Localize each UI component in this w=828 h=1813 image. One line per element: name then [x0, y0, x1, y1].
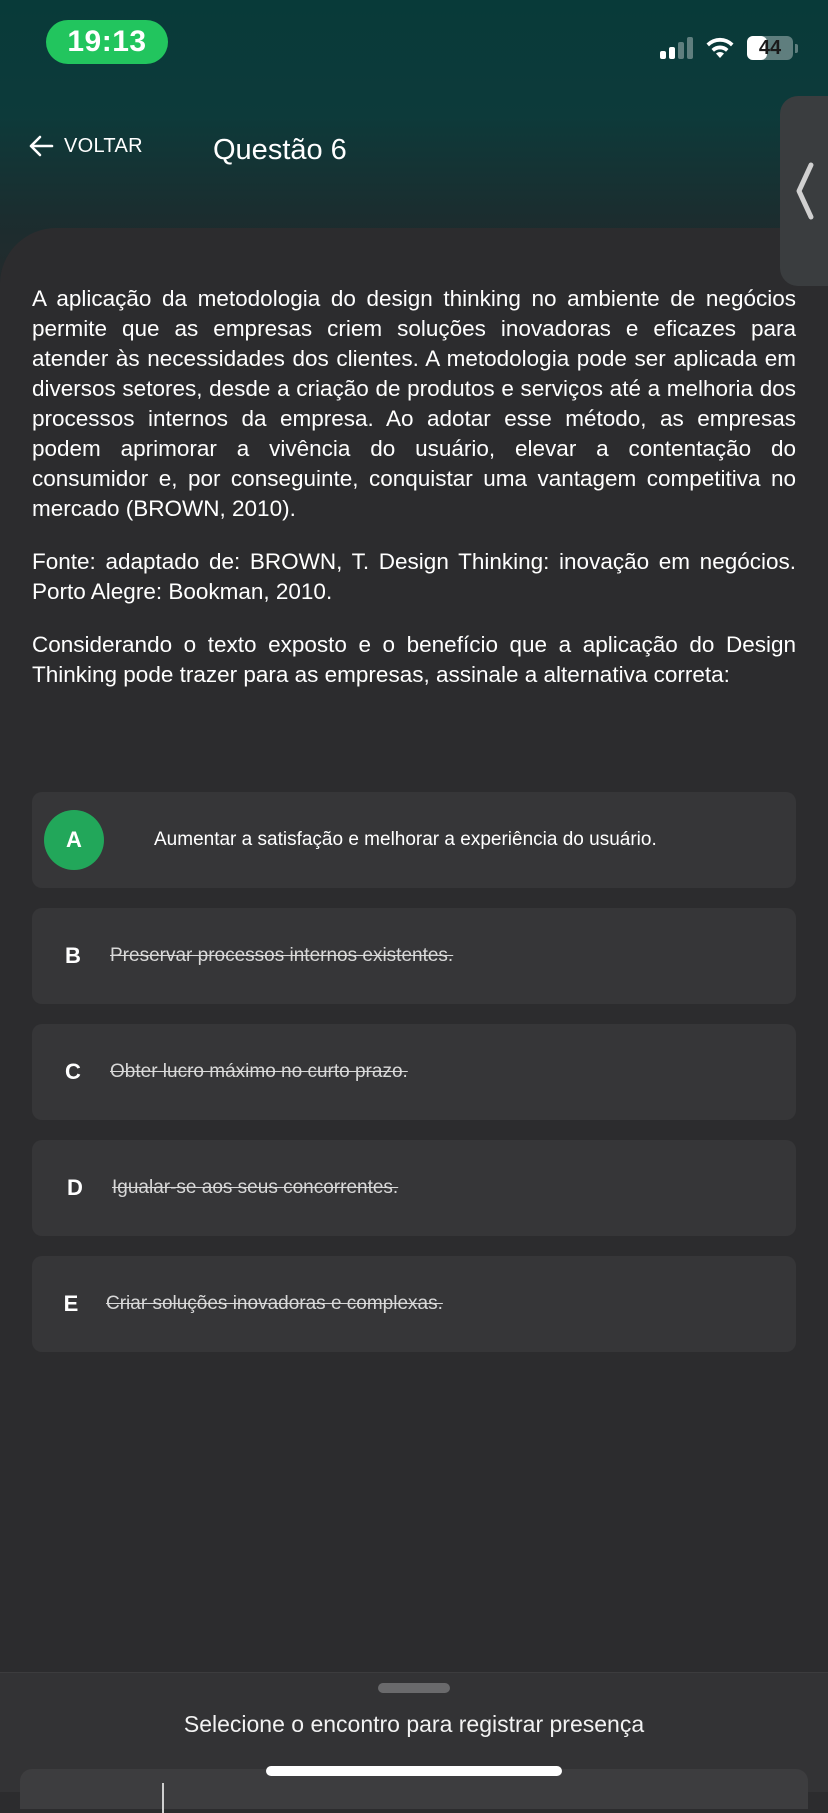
attendance-label: Selecione o encontro para registrar presença	[183, 1711, 645, 1737]
battery-level: 44	[758, 36, 782, 59]
arrow-left-icon	[28, 134, 54, 158]
option-letter: D	[67, 1175, 83, 1200]
text-cursor	[162, 1783, 164, 1813]
option-c[interactable]	[32, 1024, 796, 1120]
question-source: Fonte: adaptado de: BROWN, T. Design Thinking: inovação em negócios. Porto Alegre: Bookman, 2010.	[32, 549, 796, 604]
home-indicator[interactable]	[266, 1766, 562, 1776]
battery-icon	[747, 36, 793, 60]
option-text: Aumentar a satisfação e melhorar a experiência do usuário.	[154, 829, 657, 850]
sheet-grabber[interactable]	[378, 1683, 450, 1693]
cellular-signal-icon	[660, 37, 693, 59]
option-d[interactable]	[32, 1140, 796, 1236]
option-text: Igualar-se aos seus concorrentes.	[112, 1177, 399, 1198]
option-letter: E	[63, 1291, 79, 1316]
chevron-left-icon	[793, 161, 815, 221]
question-prompt: Considerando o texto exposto e o benefício que a aplicação do Design Thinking pode trazer para as empresas, assinale a alternativa correta:	[32, 632, 796, 687]
option-a[interactable]	[32, 792, 796, 888]
status-time: 19:13	[46, 20, 168, 64]
back-label: VOLTAR	[64, 134, 143, 157]
question-paragraph: A aplicação da metodologia do design thinking no ambiente de negócios permite que as empresas criem soluções inovadoras e eficazes para atender às necessidades dos clientes. A metodologia pode ser aplicada em diversos setores, desde a criação de produtos e serviços até a melhoria dos processos internos da empresa. Ao adotar esse método, as empresas podem aprimorar a vivência do usuário, elevar a contentação do consumidor e, por conseguinte, conquistar uma vantagem competitiva no mercado (BROWN, 2010).	[32, 286, 796, 521]
question-text	[32, 284, 796, 713]
back-button[interactable]	[28, 134, 143, 158]
option-letter-circle: A	[44, 810, 104, 870]
option-letter: C	[65, 1059, 81, 1084]
option-text: Preservar processos internos existentes.	[110, 945, 454, 966]
option-letter: B	[65, 943, 81, 968]
wifi-icon	[705, 36, 735, 60]
answer-options	[32, 792, 796, 1372]
option-text: Obter lucro máximo no curto prazo.	[110, 1061, 408, 1082]
status-icons	[660, 34, 798, 62]
side-panel-toggle[interactable]	[780, 96, 828, 286]
page-title: Questão 6	[213, 134, 347, 166]
option-text: Criar soluções inovadoras e complexas.	[106, 1293, 443, 1314]
option-b[interactable]	[32, 908, 796, 1004]
option-e[interactable]	[32, 1256, 796, 1352]
